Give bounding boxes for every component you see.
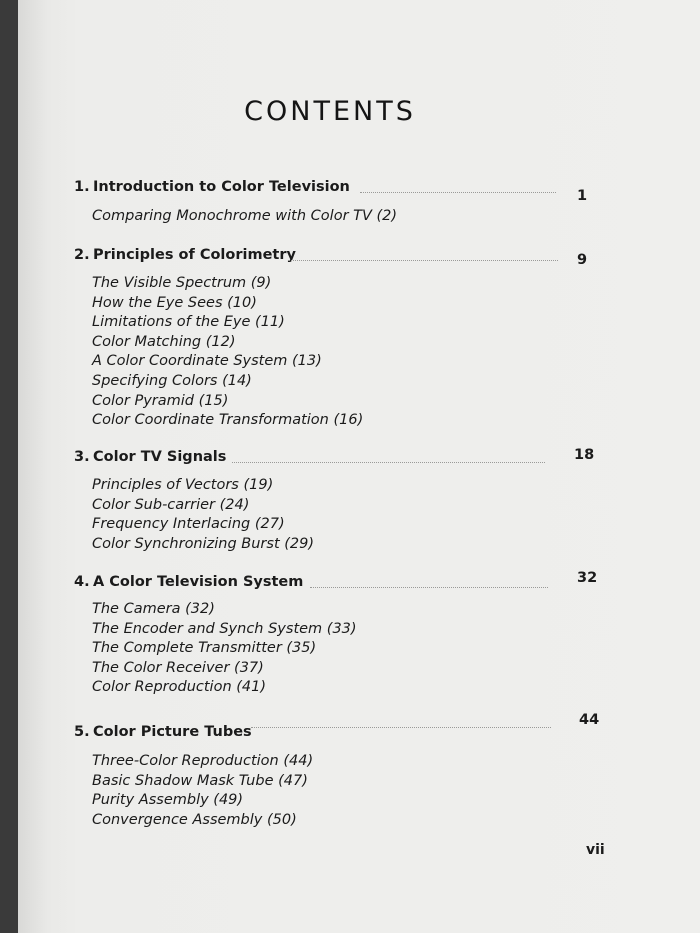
chapter-3-topics bbox=[92, 476, 652, 554]
chapter-3 bbox=[74, 449, 634, 554]
topic-item: Principles of Vectors (19) bbox=[92, 477, 274, 493]
page-number: vii bbox=[586, 842, 605, 858]
chapter-5-line bbox=[74, 712, 634, 746]
chapter-4-topics bbox=[92, 600, 652, 698]
topic-item: Color Synchronizing Burst (29) bbox=[92, 535, 315, 552]
topic-item: The Camera (32) bbox=[92, 601, 215, 617]
topic-item: Three-Color Reproduction (44) bbox=[92, 753, 314, 769]
chapter-2-page: 9 bbox=[577, 252, 588, 268]
topic-item: Convergence Assembly (50) bbox=[92, 811, 297, 828]
chapter-5-title: Color Picture Tubes bbox=[93, 724, 252, 740]
chapter-1-page: 1 bbox=[577, 188, 588, 204]
chapter-5 bbox=[74, 712, 634, 830]
topic-item: Color Sub-carrier (24) bbox=[92, 496, 250, 513]
chapter-5-number: 5. bbox=[74, 724, 90, 740]
chapter-4-number: 4. bbox=[74, 574, 90, 590]
chapter-4-leader bbox=[310, 587, 548, 588]
topic-item: How the Eye Sees (10) bbox=[92, 294, 257, 311]
chapter-3-line bbox=[74, 449, 634, 471]
chapter-2-topics bbox=[92, 274, 652, 431]
topic-item: Color Reproduction (41) bbox=[92, 679, 267, 696]
chapter-2 bbox=[74, 247, 634, 431]
topic-item: The Encoder and Synch System (33) bbox=[92, 620, 357, 637]
book-page bbox=[18, 0, 700, 933]
chapter-3-page: 18 bbox=[574, 447, 595, 463]
chapter-2-leader bbox=[288, 260, 558, 261]
chapter-5-page: 44 bbox=[579, 712, 600, 728]
chapter-2-number: 2. bbox=[74, 247, 90, 263]
topic-item: A Color Coordinate System (13) bbox=[92, 353, 322, 370]
chapter-2-line bbox=[74, 247, 634, 269]
chapter-4-title: A Color Television System bbox=[93, 574, 304, 590]
chapter-1-leader bbox=[360, 192, 556, 193]
chapter-2-title: Principles of Colorimetry bbox=[93, 247, 296, 263]
topic-item: Purity Assembly (49) bbox=[92, 792, 244, 809]
topic-item: Specifying Colors (14) bbox=[92, 372, 252, 389]
chapter-5-topics bbox=[92, 752, 652, 830]
chapter-3-number: 3. bbox=[74, 449, 90, 465]
chapter-1-title: Introduction to Color Television bbox=[93, 179, 350, 195]
topic-item: Color Coordinate Transformation (16) bbox=[92, 412, 364, 429]
topic-item: The Visible Spectrum (9) bbox=[92, 275, 272, 291]
chapter-4 bbox=[74, 570, 634, 698]
topic-item: Color Matching (12) bbox=[92, 333, 236, 350]
chapter-4-line bbox=[74, 570, 634, 596]
topic-item: The Color Receiver (37) bbox=[92, 659, 264, 676]
contents-heading: CONTENTS bbox=[244, 96, 416, 127]
chapter-3-leader bbox=[232, 462, 545, 463]
chapter-1-line bbox=[74, 179, 634, 204]
topic-item: Color Pyramid (15) bbox=[92, 392, 229, 409]
chapter-5-leader bbox=[251, 727, 551, 728]
topic-item: Basic Shadow Mask Tube (47) bbox=[92, 772, 308, 789]
topic-item: Limitations of the Eye (11) bbox=[92, 314, 285, 331]
topic-item: Comparing Monochrome with Color TV (2) bbox=[92, 208, 398, 224]
chapter-1-number: 1. bbox=[74, 179, 90, 195]
chapter-3-title: Color TV Signals bbox=[93, 449, 227, 465]
topic-item: The Complete Transmitter (35) bbox=[92, 640, 317, 657]
topic-item: Frequency Interlacing (27) bbox=[92, 516, 285, 533]
chapter-1 bbox=[74, 179, 634, 227]
chapter-1-topics bbox=[92, 207, 652, 227]
chapter-4-page: 32 bbox=[577, 570, 598, 586]
